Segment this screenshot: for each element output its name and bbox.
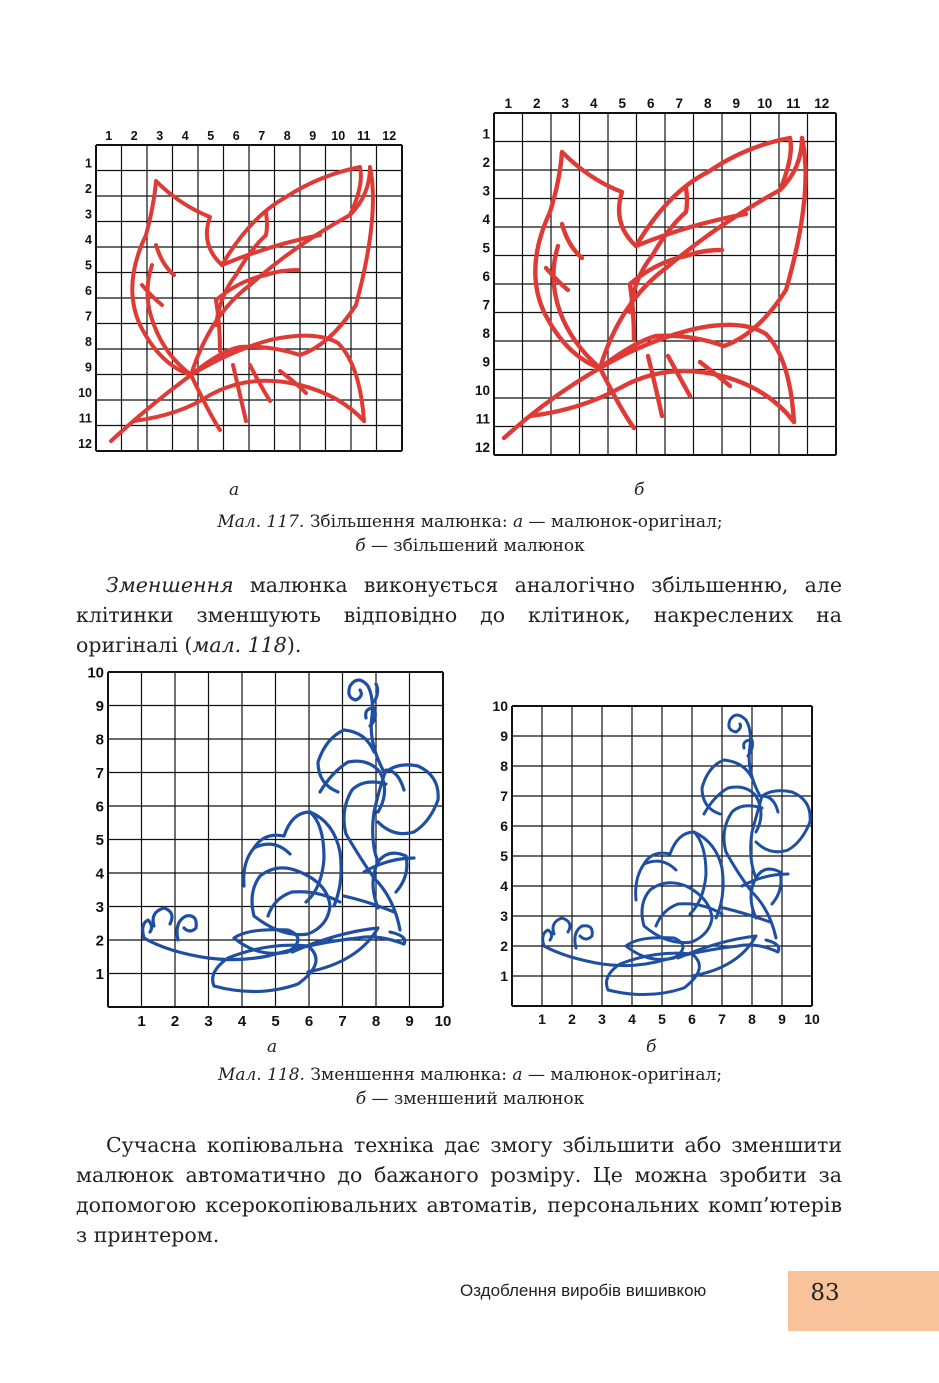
figure-117-caption bbox=[80, 510, 860, 558]
axis-label-row: 6 bbox=[85, 284, 92, 298]
axis-label-column: 1 bbox=[504, 96, 513, 111]
axis-label-column: 10 bbox=[757, 96, 773, 111]
figure-118b-grid bbox=[486, 698, 826, 1034]
axis-label-row: 10 bbox=[78, 386, 92, 400]
axis-label-column: 2 bbox=[170, 1013, 180, 1030]
axis-label-column: 11 bbox=[357, 129, 371, 143]
axis-label-column: 3 bbox=[204, 1013, 213, 1030]
axis-label-column: 10 bbox=[434, 1013, 452, 1030]
paragraph-text: малюнка виконується аналогічно збільшенню, але клітинки зменшують відповідно до клітинок, накреслених на оригіналі ( bbox=[76, 573, 842, 657]
figure-reference: мал. 118 bbox=[192, 633, 287, 657]
axis-label-column: 7 bbox=[338, 1013, 347, 1030]
axis-label-row: 10 bbox=[87, 664, 104, 682]
axis-label-column: 4 bbox=[628, 1011, 636, 1027]
axis-label-row: 3 bbox=[500, 907, 508, 924]
axis-label-column: 5 bbox=[271, 1013, 280, 1030]
axis-label-column: 5 bbox=[207, 129, 215, 143]
axis-label-row: 9 bbox=[500, 727, 508, 744]
axis-label-row: 11 bbox=[78, 411, 92, 426]
figure-118a-label: а bbox=[267, 1037, 278, 1057]
footer-section-title: Оздоблення виробів вишивкою bbox=[460, 1281, 707, 1300]
axis-label-row: 3 bbox=[482, 183, 490, 199]
axis-label-column: 6 bbox=[646, 96, 655, 111]
axis-label-column: 8 bbox=[703, 96, 712, 111]
emphasis-term: Зменшення bbox=[106, 573, 234, 597]
page-number: 83 bbox=[810, 1280, 840, 1306]
axis-label-row: 7 bbox=[482, 297, 490, 313]
caption-b-text: — зменшений малюнок bbox=[371, 1089, 585, 1109]
enlarged-leaf-drawing bbox=[504, 138, 806, 438]
caption-main: Зменшення малюнка: bbox=[310, 1065, 508, 1085]
reduced-flower-drawing bbox=[543, 715, 811, 995]
axis-label-column: 5 bbox=[658, 1011, 666, 1027]
axis-label-row: 11 bbox=[475, 411, 490, 427]
axis-label-row: 2 bbox=[85, 182, 92, 196]
axis-label-row: 6 bbox=[500, 817, 508, 834]
axis-label-column: 1 bbox=[105, 129, 113, 143]
figure-117b-label: б bbox=[634, 480, 645, 500]
axis-label-row: 12 bbox=[474, 440, 490, 455]
axis-label-column: 5 bbox=[618, 96, 627, 111]
axis-label-column: 6 bbox=[232, 129, 240, 143]
axis-label-column: 12 bbox=[382, 129, 397, 143]
axis-label-row: 2 bbox=[500, 937, 508, 954]
flower-drawing bbox=[143, 680, 439, 992]
axis-label-row: 4 bbox=[500, 877, 508, 894]
axis-label-row: 4 bbox=[482, 212, 490, 227]
figure-118b-label: б bbox=[646, 1037, 657, 1057]
axis-label-row: 5 bbox=[85, 258, 92, 273]
caption-a-letter: а bbox=[512, 1065, 523, 1085]
axis-label-column: 7 bbox=[675, 96, 684, 111]
caption-a-letter: а bbox=[512, 512, 524, 532]
axis-label-column: 7 bbox=[718, 1011, 726, 1027]
axis-label-row: 5 bbox=[500, 847, 508, 864]
axis-label-column: 8 bbox=[748, 1011, 756, 1027]
axis-label-column: 8 bbox=[283, 129, 291, 143]
axis-label-column: 3 bbox=[561, 96, 570, 111]
axis-label-column: 4 bbox=[589, 96, 598, 111]
axis-label-column: 10 bbox=[331, 129, 346, 143]
axis-label-column: 6 bbox=[688, 1011, 696, 1027]
axis-label-column: 2 bbox=[568, 1011, 576, 1027]
axis-label-column: 9 bbox=[732, 96, 741, 111]
axis-label-column: 7 bbox=[258, 129, 266, 143]
axis-label-row: 8 bbox=[95, 731, 104, 749]
axis-label-row: 8 bbox=[482, 326, 490, 341]
axis-label-column: 2 bbox=[532, 96, 541, 111]
axis-label-row: 5 bbox=[95, 831, 104, 849]
caption-b-letter: б bbox=[355, 536, 366, 556]
axis-label-row: 4 bbox=[95, 865, 104, 883]
axis-label-row: 8 bbox=[85, 335, 92, 349]
axis-label-row: 6 bbox=[482, 269, 490, 284]
caption-b-letter: б bbox=[355, 1089, 367, 1109]
axis-label-row: 10 bbox=[492, 697, 508, 714]
axis-label-row: 7 bbox=[95, 764, 104, 782]
paragraph-end: ). bbox=[286, 633, 302, 657]
figure-117b-grid bbox=[468, 92, 848, 464]
figure-118a-grid bbox=[78, 662, 458, 1034]
axis-label-row: 10 bbox=[474, 383, 490, 398]
axis-label-row: 1 bbox=[85, 156, 92, 171]
axis-label-row: 9 bbox=[85, 360, 92, 375]
axis-label-row: 9 bbox=[482, 354, 490, 370]
caption-a-text: — малюнок-оригінал; bbox=[528, 512, 723, 532]
axis-label-column: 3 bbox=[598, 1011, 606, 1027]
axis-label-row: 1 bbox=[500, 967, 508, 984]
axis-label-column: 2 bbox=[130, 129, 138, 143]
axis-label-row: 3 bbox=[85, 207, 92, 222]
axis-label-row: 1 bbox=[95, 965, 104, 983]
figure-117a-grid bbox=[70, 125, 410, 465]
axis-label-column: 8 bbox=[371, 1013, 381, 1030]
axis-label-row: 5 bbox=[482, 240, 490, 256]
axis-label-column: 4 bbox=[237, 1013, 247, 1030]
caption-prefix: Мал. 118. bbox=[217, 1065, 305, 1085]
figure-117a-label: а bbox=[229, 480, 240, 500]
axis-label-column: 12 bbox=[814, 96, 830, 111]
paragraph-copying-tech: Сучасна копіювальна техніка дає змогу збільшити або зменшити малюнок автоматично до бажаного розміру. Це можна зробити за допомогою ксерокопіювальних автоматів, персональних комп’ютерів з принтером. bbox=[76, 1133, 842, 1247]
axis-label-column: 9 bbox=[309, 129, 317, 143]
axis-label-row: 2 bbox=[95, 932, 104, 950]
axis-label-row: 8 bbox=[500, 757, 508, 774]
axis-label-column: 10 bbox=[804, 1011, 820, 1027]
axis-label-column: 3 bbox=[156, 129, 164, 143]
caption-b-text: — збільшений малюнок bbox=[370, 536, 585, 556]
caption-a-text: — малюнок-оригінал; bbox=[527, 1065, 723, 1085]
paragraph-reduction bbox=[76, 570, 842, 660]
axis-label-column: 4 bbox=[181, 129, 189, 143]
page-number-box bbox=[788, 1271, 939, 1331]
axis-label-row: 4 bbox=[85, 233, 92, 247]
axis-label-column: 1 bbox=[538, 1011, 546, 1027]
axis-label-row: 2 bbox=[482, 155, 490, 170]
caption-main: Збільшення малюнка: bbox=[309, 512, 508, 532]
axis-label-row: 3 bbox=[95, 898, 104, 916]
axis-label-row: 6 bbox=[95, 798, 104, 816]
axis-label-row: 7 bbox=[500, 787, 508, 804]
figure-118-caption bbox=[80, 1063, 860, 1111]
axis-label-row: 7 bbox=[85, 309, 92, 324]
axis-label-row: 12 bbox=[78, 437, 92, 451]
axis-label-column: 11 bbox=[786, 96, 801, 111]
axis-label-column: 9 bbox=[778, 1011, 786, 1027]
axis-label-row: 1 bbox=[482, 126, 490, 142]
axis-label-column: 1 bbox=[137, 1013, 146, 1030]
axis-label-column: 9 bbox=[405, 1013, 414, 1030]
axis-label-column: 6 bbox=[304, 1013, 314, 1030]
caption-prefix: Мал. 117. bbox=[217, 512, 305, 532]
axis-label-row: 9 bbox=[95, 697, 104, 715]
